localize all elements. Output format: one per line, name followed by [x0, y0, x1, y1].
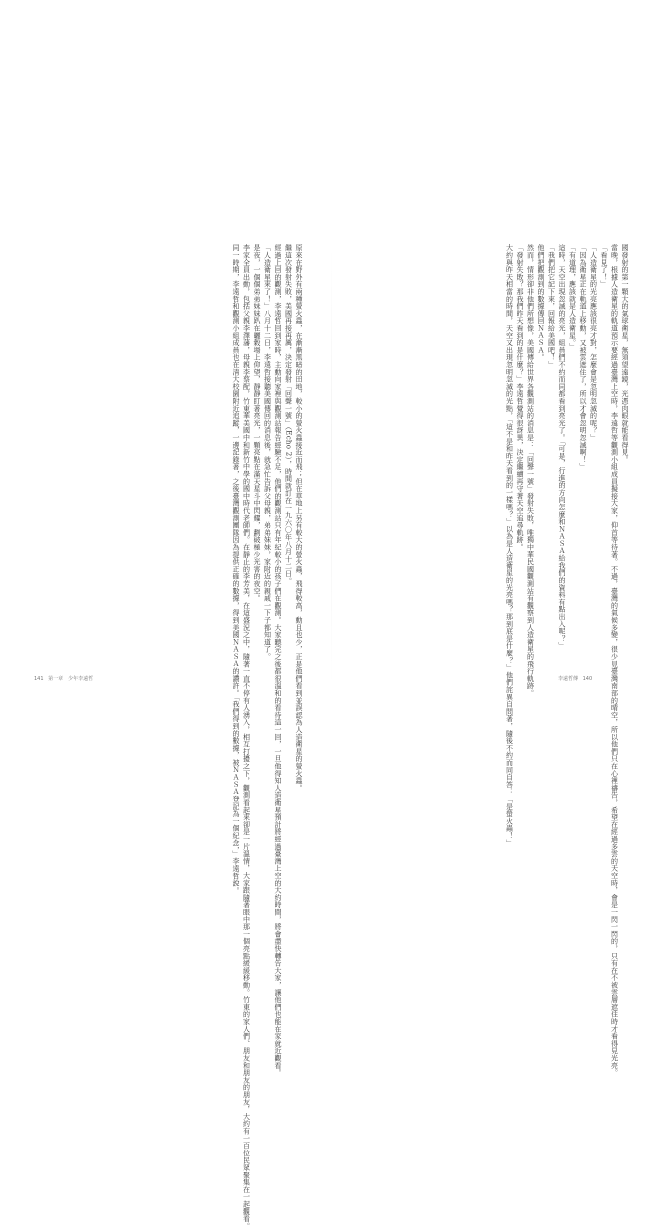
paragraph: 國發射的第一顆大的氣球衛星，無須望遠鏡，光憑肉眼就能看得見。 — [621, 244, 629, 463]
running-head: 第一章 少年李遠哲 — [48, 676, 94, 682]
paragraph: 「人造衛星來了！」八月十二日，李遠哲接聽美國傳回的消息後，就急忙告訴父母親，弟弟妹妹，家附近的親戚一下子都知道了。 — [263, 244, 272, 661]
paragraph: 「發射失敗？那我們昨天看到的是什麼？」李遠哲覺得很訝異，決定繼續再守著天空追尋軌跡。 — [516, 244, 524, 551]
paragraph: 「我們把它記下來，回報給美國吧！」 — [547, 244, 556, 369]
paragraph: 然而，情形卻非他們所想像，美國傳給世界各觀測站的消息是：「回聲一號」發射失敗，唯獨中華民國觀測站有觀察到人造衛星的飛行軌跡。 — [526, 244, 535, 697]
paragraph: 他們把觀測到的數據傳回ＮＡＳＡ。 — [537, 244, 545, 361]
paragraph: 「有道理，應該就是人造衛星。」 — [568, 244, 577, 350]
paragraph: 「因為衛星正在軌道上移動，又被雲遮住了，所以才會忽明忽滅啊！」 — [579, 244, 587, 471]
paragraph: 當晚，根據人造衛星的軌道預示要經過臺灣上空時，李遠哲等觀測小組成員擬接大家，仰首等待著。不過，臺灣的氣候多變，很少見臺灣南部的晴空，所以他們只在心裡禱告，希望在經過多雲的天空時，會是一閃一閃的，只有在不被雲層遮住時才看得見光亮。 — [610, 244, 619, 1077]
paragraph: 原來在野外有兩種螢火蟲，在漸漸黑暗的田地，較小的螢火蟲接近而飛；但在草地上另有較大的螢火蟲，飛得較高，動且也少，正是他們看到並誤認為人造衛星的螢火蟲。 — [295, 244, 303, 792]
right-page-folio — [558, 675, 595, 682]
paragraph: 這時，天空出現忽滅的亮光，組員們不約而同都看到亮光了。「可是，行進的方向怎麼和ＮＡＳＡ給我們的資料有點出入呢？」 — [558, 244, 566, 650]
left-page-folio — [34, 675, 96, 682]
paragraph: 繼這次發射失敗，美國再接再厲，決定發射「回聲一號」（Echo 2），時間就訂在一九六〇年八月十二日。 — [284, 244, 293, 585]
page-number: 140 — [582, 676, 593, 682]
paragraph: 「人造衛星的光亮應該很亮才對，怎麼會是忽明忽滅的呢？」 — [589, 244, 598, 442]
two-page-spread — [30, 244, 633, 1230]
paragraph: 李家全員出動，包括父親李澤藩，母親李蔡配，竹東華美國中和新竹中學的國中時代老師們。在靜止的李芳美，在這盛況之中，隨著一直不停有人湧入，相互打擾之下，觀測看起來卻是一片溫情，大家跟隨著眼中那一個亮點緩緩移動。竹東的家人們、朋友和朋友的朋友，大約有一百位民眾聚集在一起觀看。 — [242, 244, 251, 1230]
paragraph: 經過上回的觀測，李遠哲回到家時，主動向家裡與觀測站報告經驗不足，他們的觀測站只有年紀較小的孩子們在觀測。大家聽完之後都很溫和的看待這一回，一旦他得知人造衛星預計將經過臺灣上空的大約時間，將會盡快轉告大家，讓他們也能在家就近觀看。 — [274, 244, 282, 1077]
book-spine-shadow — [331, 244, 332, 688]
paragraph: 「看見了！」 — [600, 244, 608, 288]
page-number: 141 — [34, 676, 44, 682]
paragraph: 是夜，一個個弟弟妹妹趴在曬穀場上仰望，靜靜盯著亮光，一顆亮點在滿天星斗中閃耀，劃破極少光害的夜空。 — [253, 244, 261, 602]
running-head: 李遠哲傳 — [558, 676, 579, 682]
paragraph: 大約與昨天相當的時間，天空又出現忽明忽滅的光點，「這不是和昨天看到的一樣嗎？」以為是人造衛星的光亮嗎？那到底是什麼？」他們詫異自問著，隨後不約而同自答：「是螢火蟲！」 — [505, 244, 514, 847]
paragraph: 同一時期，李遠哲和觀測小組成員也在清大校園附近追蹤，一邊記錄著，之後臺灣觀測團隊因為提供正確的數據，得到美國ＮＡＳＡ的讚許。「我們得到的數據，被ＮＡＳＡ登記為一個紀念，」李遠哲說。 — [232, 244, 240, 894]
